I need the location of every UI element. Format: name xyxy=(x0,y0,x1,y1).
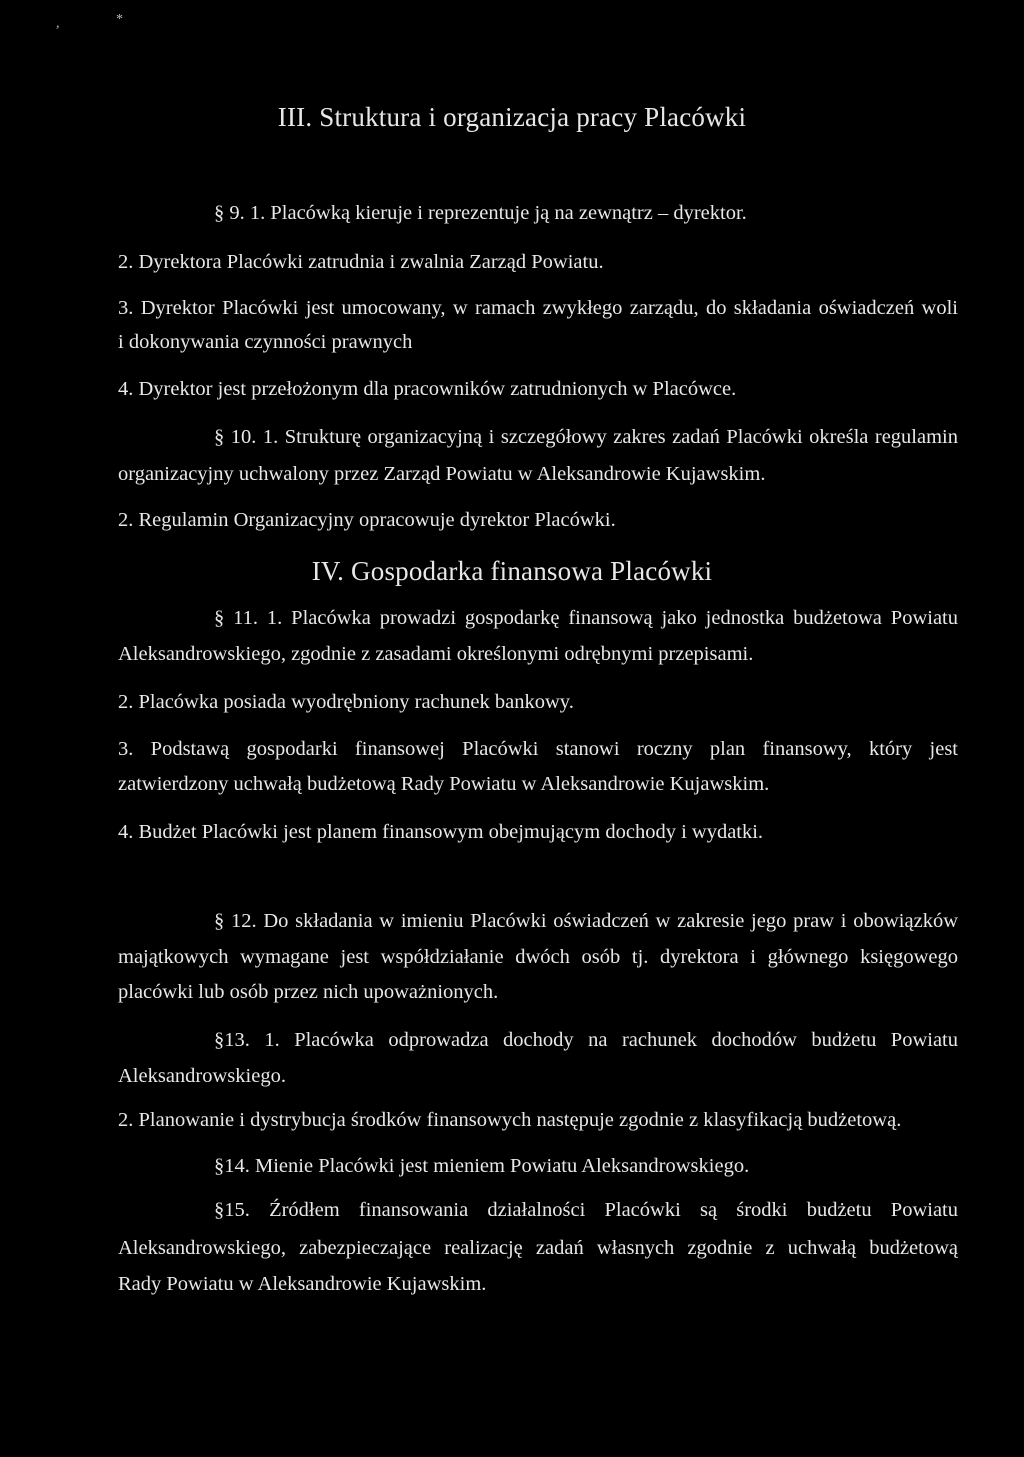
paragraph-15-line-2: Aleksandrowskiego, zabezpieczające realizację zadań własnych zgodnie z uchwałą budżetową xyxy=(118,1237,958,1259)
paragraph-9-point-3-line-2: i dokonywania czynności prawnych xyxy=(118,331,413,353)
paragraph-9-point-4: 4. Dyrektor jest przełożonym dla pracowników zatrudnionych w Placówce. xyxy=(118,378,737,400)
paragraph-12-line-1: § 12. Do składania w imieniu Placówki oświadczeń w zakresie jego praw i obowiązków xyxy=(214,910,958,932)
paragraph-15-line-3: Rady Powiatu w Aleksandrowie Kujawskim. xyxy=(118,1273,487,1295)
paragraph-15-line-1: §15. Źródłem finansowania działalności Placówki są środki budżetu Powiatu xyxy=(214,1199,958,1221)
paragraph-9-point-3-line-1: 3. Dyrektor Placówki jest umocowany, w ramach zwykłego zarządu, do składania oświadczeń woli xyxy=(118,297,958,319)
paragraph-10-point-2: 2. Regulamin Organizacyjny opracowuje dyrektor Placówki. xyxy=(118,509,616,531)
paragraph-10-point-1-line-1: § 10. 1. Strukturę organizacyjną i szczegółowy zakres zadań Placówki określa regulamin xyxy=(214,426,958,448)
scan-mark-asterisk: * xyxy=(116,12,123,27)
section-heading-iii: III. Struktura i organizacja pracy Placówki xyxy=(277,102,747,132)
paragraph-11-point-1-line-2: Aleksandrowskiego, zgodnie z zasadami określonymi odrębnymi przepisami. xyxy=(118,643,754,665)
paragraph-13-point-2: 2. Planowanie i dystrybucja środków finansowych następuje zgodnie z klasyfikacją budżetową. xyxy=(118,1109,902,1131)
paragraph-12-line-3: placówki lub osób przez nich upoważnionych. xyxy=(118,981,499,1003)
paragraph-11-point-3-line-1: 3. Podstawą gospodarki finansowej Placówki stanowi roczny plan finansowy, który jest xyxy=(118,738,958,760)
paragraph-11-point-1-line-1: § 11. 1. Placówka prowadzi gospodarkę finansową jako jednostka budżetowa Powiatu xyxy=(214,607,958,629)
paragraph-12-line-2: majątkowych wymagane jest współdziałanie dwóch osób tj. dyrektora i głównego księgowego xyxy=(118,946,958,968)
paragraph-14: §14. Mienie Placówki jest mieniem Powiatu Aleksandrowskiego. xyxy=(214,1155,750,1177)
paragraph-11-point-4: 4. Budżet Placówki jest planem finansowym obejmującym dochody i wydatki. xyxy=(118,821,764,843)
paragraph-13-point-1-line-2: Aleksandrowskiego. xyxy=(118,1065,286,1087)
paragraph-10-point-1-line-2: organizacyjny uchwalony przez Zarząd Powiatu w Aleksandrowie Kujawskim. xyxy=(118,463,766,485)
section-heading-iv: IV. Gospodarka finansowa Placówki xyxy=(311,556,713,586)
paragraph-9-point-1: § 9. 1. Placówką kieruje i reprezentuje ją na zewnątrz – dyrektor. xyxy=(214,202,747,224)
paragraph-9-point-2: 2. Dyrektora Placówki zatrudnia i zwalnia Zarząd Powiatu. xyxy=(118,251,604,273)
paragraph-11-point-3-line-2: zatwierdzony uchwałą budżetową Rady Powiatu w Aleksandrowie Kujawskim. xyxy=(118,773,770,795)
scan-mark-comma: , xyxy=(56,16,60,31)
paragraph-13-point-1-line-1: §13. 1. Placówka odprowadza dochody na rachunek dochodów budżetu Powiatu xyxy=(214,1029,958,1051)
paragraph-11-point-2: 2. Placówka posiada wyodrębniony rachunek bankowy. xyxy=(118,691,574,713)
